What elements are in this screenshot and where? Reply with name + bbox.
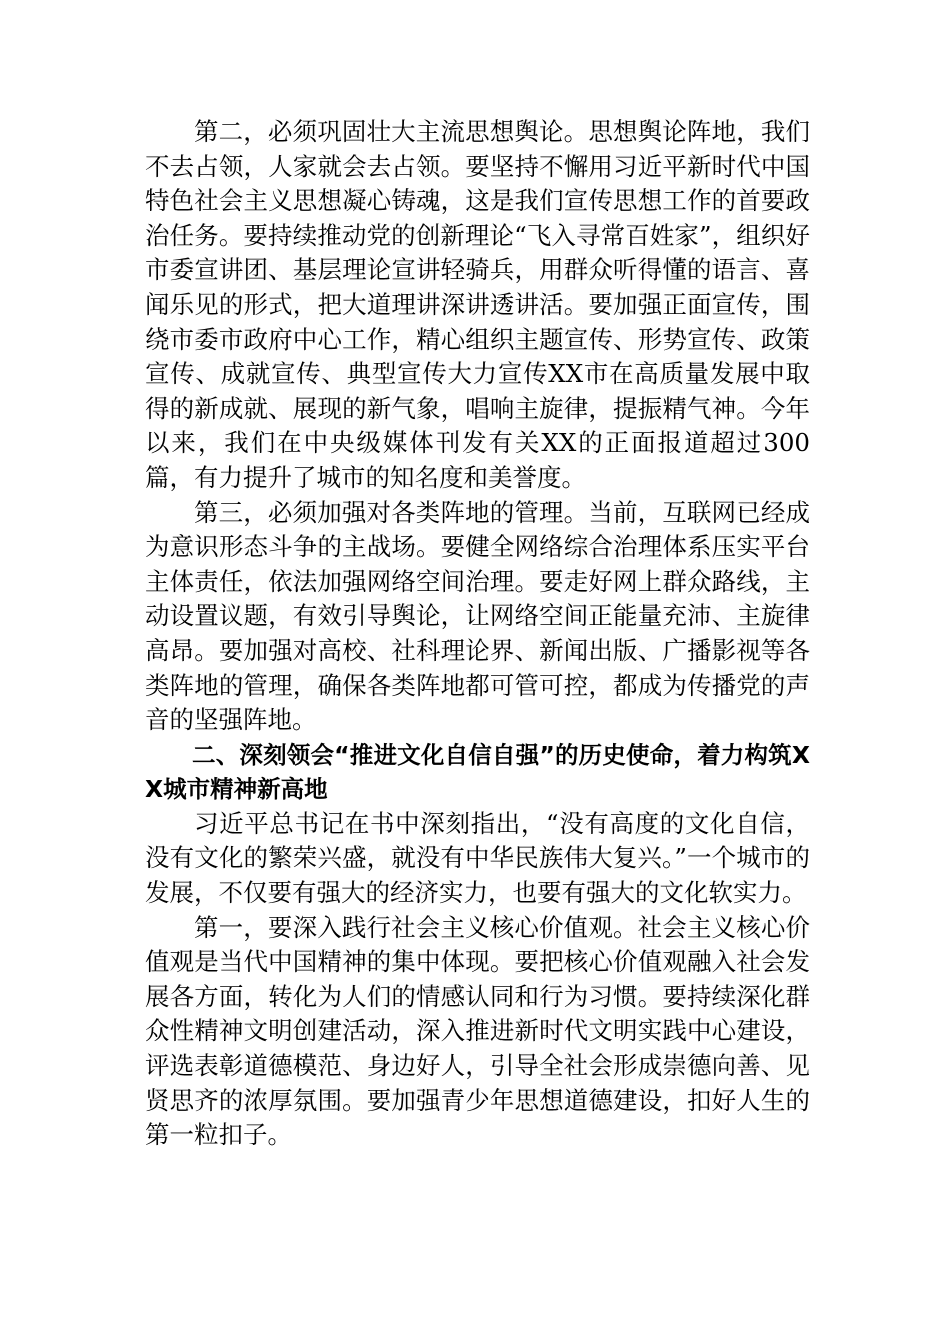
paragraph-core-socialist-values: 第一，要深入践行社会主义核心价值观。社会主义核心价值观是当代中国精神的集中体现。要把核心价值观融入社会发展各方面，转化为人们的情感认同和行为习惯。要持续深化群众性精神文明创建活动，深入推进新时代文明实践中心建设，评选表彰道德模范、身边好人，引导全社会形成崇德向善、见贤思齐的浓厚氛围。要加强青少年思想道德建设，扣好人生的第一粒扣子。	[145, 912, 810, 1150]
paragraph-cultural-confidence-quote: 习近平总书记在书中深刻指出，“没有高度的文化自信，没有文化的繁荣兴盛，就没有中华民族伟大复兴。”一个城市的发展，不仅要有强大的经济实力，也要有强大的文化软实力。	[145, 808, 810, 908]
section-heading-cultural-confidence: 二、深刻领会“推进文化自信自强”的历史使命，着力构筑XX城市精神新高地	[145, 740, 810, 804]
document-page	[145, 115, 810, 1153]
paragraph-manage-positions: 第三，必须加强对各类阵地的管理。当前，互联网已经成为意识形态斗争的主战场。要健全网络综合治理体系压实平台主体责任，依法加强网络空间治理。要走好网上群众路线，主动设置议题，有效引导舆论，让网络空间正能量充沛、主旋律高昂。要加强对高校、社科理论界、新闻出版、广播影视等各类阵地的管理，确保各类阵地都可管可控，都成为传播党的声音的坚强阵地。	[145, 497, 810, 735]
paragraph-consolidate-mainstream-opinion: 第二，必须巩固壮大主流思想舆论。思想舆论阵地，我们不去占领，人家就会去占领。要坚持不懈用习近平新时代中国特色社会主义思想凝心铸魂，这是我们宣传思想工作的首要政治任务。要持续推动党的创新理论“飞入寻常百姓家”，组织好市委宣讲团、基层理论宣讲轻骑兵，用群众听得懂的语言、喜闻乐见的形式，把大道理讲深讲透讲活。要加强正面宣传，围绕市委市政府中心工作，精心组织主题宣传、形势宣传、政策宣传、成就宣传、典型宣传大力宣传XX市在高质量发展中取得的新成就、展现的新气象，唱响主旋律，提振精气神。今年以来，我们在中央级媒体刊发有关XX的正面报道超过300篇，有力提升了城市的知名度和美誉度。	[145, 117, 810, 492]
